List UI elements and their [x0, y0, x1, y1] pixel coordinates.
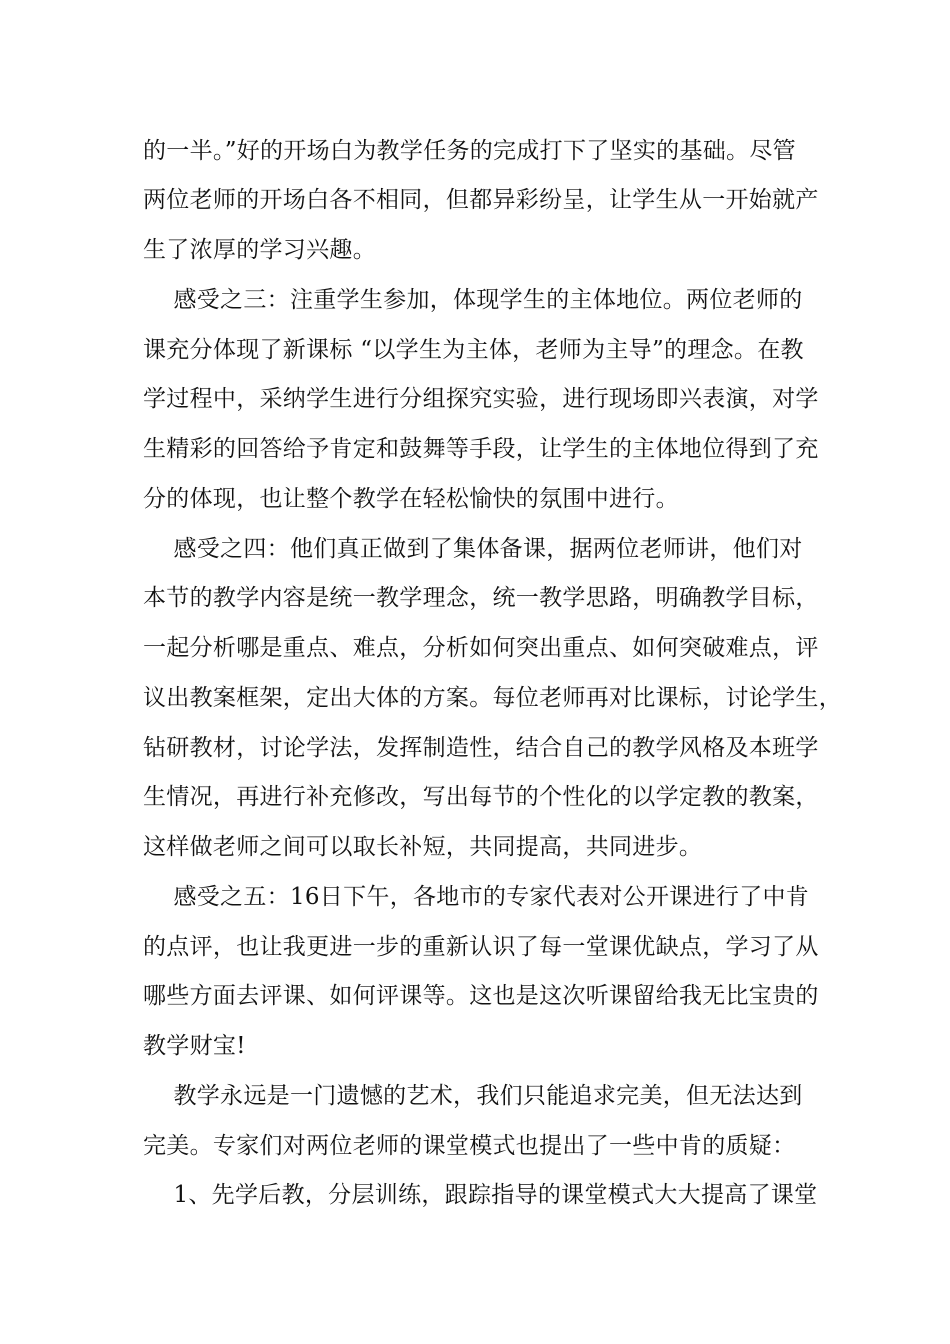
text-line: 议出教案框架，定出大体的方案。每位老师再对比课标，讨论学生， [143, 685, 842, 711]
text-line: 分的体现，也让整个教学在轻松愉快的氛围中进行。 [143, 486, 679, 512]
text-line: 哪些方面去评课、如何评课等。这也是这次听课留给我无比宝贵的 [143, 983, 819, 1009]
text-line: 生情况，再进行补充修改，写出每节的个性化的以学定教的教案， [143, 784, 819, 810]
text-line: 感受之三：注重学生参加，体现学生的主体地位。两位老师的 [143, 287, 803, 313]
text-line: 感受之四：他们真正做到了集体备课，据两位老师讲，他们对 [143, 536, 803, 562]
text-line: 生精彩的回答给予肯定和鼓舞等手段，让学生的主体地位得到了充 [143, 436, 819, 462]
text-line: 一起分析哪是重点、难点，分析如何突出重点、如何突破难点，评 [143, 635, 819, 661]
text-line: 完美。专家们对两位老师的课堂模式也提出了一些中肯的质疑： [143, 1133, 796, 1159]
text-line: 学过程中，采纳学生进行分组探究实验，进行现场即兴表演，对学 [143, 386, 819, 412]
text-line: 课充分体现了新课标 “以学生为主体，老师为主导”的理念。在教 [143, 337, 804, 363]
text-line: 两位老师的开场白各不相同，但都异彩纷呈，让学生从一开始就产 [143, 187, 819, 213]
text-line: 1、先学后教，分层训练，跟踪指导的课堂模式大大提高了课堂 [143, 1182, 818, 1208]
text-line: 的一半。”好的开场白为教学任务的完成打下了坚实的基础。尽管 [143, 138, 796, 164]
text-line: 教学永远是一门遗憾的艺术，我们只能追求完美，但无法达到 [143, 1083, 803, 1109]
text-line: 的点评，也让我更进一步的重新认识了每一堂课优缺点，学习了从 [143, 934, 819, 960]
text-line: 教学财宝! [143, 1033, 246, 1059]
text-line: 这样做老师之间可以取长补短，共同提高，共同进步。 [143, 834, 703, 860]
text-line: 本节的教学内容是统一教学理念，统一教学思路，明确教学目标， [143, 585, 819, 611]
text-line: 生了浓厚的学习兴趣。 [143, 237, 376, 263]
text-line: 感受之五：16日下午，各地市的专家代表对公开课进行了中肯 [143, 884, 810, 910]
text-line: 钻研教材，讨论学法，发挥制造性，结合自己的教学风格及本班学 [143, 735, 819, 761]
